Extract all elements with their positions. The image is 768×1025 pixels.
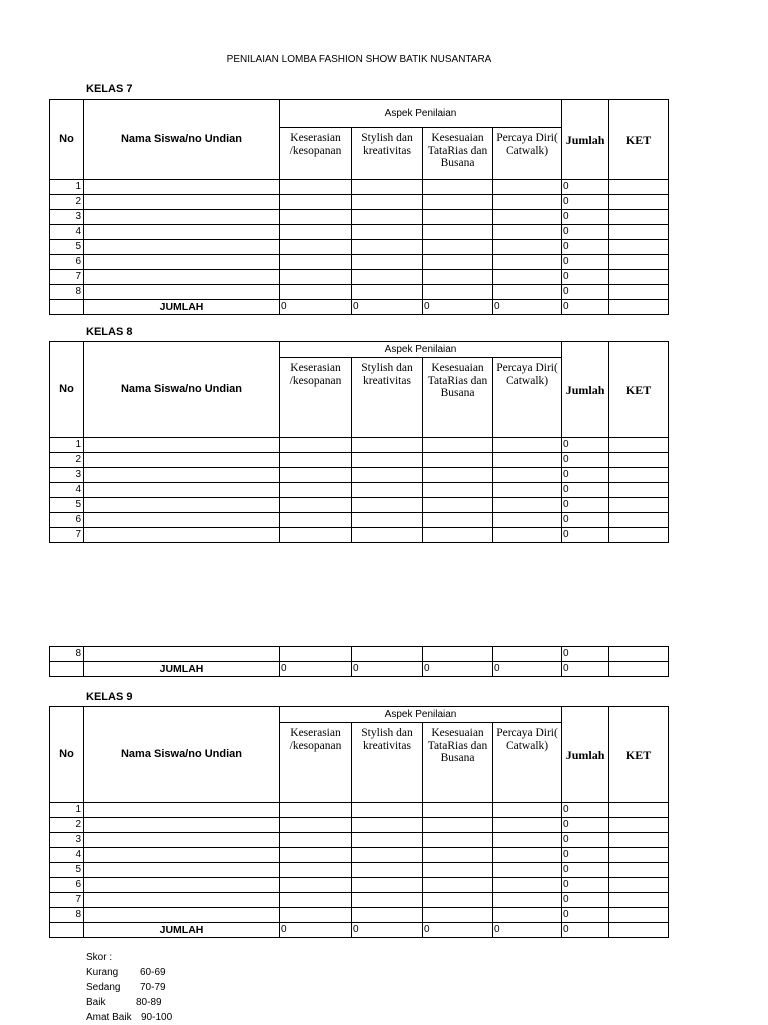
score-name: Kurang (86, 967, 119, 978)
row-number: 2 (50, 453, 84, 468)
ket-cell[interactable] (609, 255, 669, 270)
row-number: 6 (50, 878, 84, 893)
score-cell[interactable] (352, 878, 423, 893)
name-cell[interactable] (84, 848, 280, 863)
score-cell[interactable] (352, 483, 423, 498)
ket-cell[interactable] (609, 848, 669, 863)
row-number: 2 (50, 818, 84, 833)
score-cell[interactable] (280, 285, 352, 300)
kelas-9-label: KELAS 9 (86, 691, 133, 703)
ket-cell[interactable] (609, 803, 669, 818)
score-cell[interactable] (280, 483, 352, 498)
score-cell[interactable] (352, 468, 423, 483)
jumlah-total: 0 (352, 662, 423, 677)
ket-cell[interactable] (609, 195, 669, 210)
row-number: 4 (50, 225, 84, 240)
ket-cell[interactable] (609, 647, 669, 662)
score-cell[interactable] (423, 255, 493, 270)
no-header: No (50, 342, 84, 438)
score-cell[interactable] (280, 513, 352, 528)
score-cell[interactable] (280, 818, 352, 833)
criteria-header-2: Stylish dan kreativitas (352, 723, 423, 803)
score-cell[interactable] (352, 180, 423, 195)
score-cell[interactable] (280, 528, 352, 543)
score-cell[interactable] (493, 438, 562, 453)
criteria-header-1: Keserasian /kesopanan (280, 128, 352, 180)
no-header: No (50, 100, 84, 180)
table-row (50, 468, 669, 483)
aspek-header: Aspek Penilaian (280, 342, 562, 358)
score-cell[interactable] (352, 270, 423, 285)
criteria-header-2: Stylish dan kreativitas (352, 358, 423, 438)
name-cell[interactable] (84, 285, 280, 300)
row-total: 0 (562, 908, 609, 923)
score-cell[interactable] (280, 863, 352, 878)
score-cell[interactable] (280, 195, 352, 210)
criteria-header-4: Percaya Diri( Catwalk) (493, 723, 562, 803)
name-cell[interactable] (84, 818, 280, 833)
table-row (50, 893, 669, 908)
score-cell[interactable] (493, 285, 562, 300)
score-range: 80-89 (136, 997, 162, 1008)
name-cell[interactable] (84, 878, 280, 893)
name-cell[interactable] (84, 528, 280, 543)
score-cell[interactable] (352, 908, 423, 923)
row-total: 0 (562, 210, 609, 225)
score-cell[interactable] (423, 483, 493, 498)
row-total: 0 (562, 180, 609, 195)
score-cell[interactable] (280, 848, 352, 863)
jumlah-total: 0 (423, 300, 493, 315)
criteria-header-3: Kesesuaian TataRias dan Busana (423, 358, 493, 438)
score-cell[interactable] (493, 513, 562, 528)
score-cell[interactable] (493, 863, 562, 878)
ket-cell[interactable] (609, 285, 669, 300)
score-cell[interactable] (423, 818, 493, 833)
score-cell[interactable] (280, 270, 352, 285)
row-number: 5 (50, 498, 84, 513)
row-total: 0 (562, 818, 609, 833)
nama-header: Nama Siswa/no Undian (84, 342, 280, 438)
kelas-7-label: KELAS 7 (86, 83, 133, 95)
name-cell[interactable] (84, 647, 280, 662)
name-cell[interactable] (84, 893, 280, 908)
score-cell[interactable] (352, 848, 423, 863)
jumlah-row (50, 923, 669, 938)
score-cell[interactable] (352, 863, 423, 878)
score-cell[interactable] (280, 833, 352, 848)
name-cell[interactable] (84, 513, 280, 528)
score-cell[interactable] (423, 908, 493, 923)
jumlah-empty-cell (50, 300, 84, 315)
ket-cell[interactable] (609, 483, 669, 498)
ket-cell[interactable] (609, 210, 669, 225)
score-legend (86, 950, 172, 1025)
score-cell[interactable] (493, 647, 562, 662)
score-cell[interactable] (280, 438, 352, 453)
row-number: 5 (50, 240, 84, 255)
row-total: 0 (562, 513, 609, 528)
jumlah-total: 0 (493, 662, 562, 677)
name-cell[interactable] (84, 468, 280, 483)
row-total: 0 (562, 803, 609, 818)
score-cell[interactable] (352, 240, 423, 255)
row-total: 0 (562, 255, 609, 270)
row-number: 3 (50, 833, 84, 848)
name-cell[interactable] (84, 453, 280, 468)
score-cell[interactable] (423, 893, 493, 908)
name-cell[interactable] (84, 180, 280, 195)
row-number: 4 (50, 483, 84, 498)
name-cell[interactable] (84, 483, 280, 498)
ket-cell[interactable] (609, 240, 669, 255)
ket-cell[interactable] (609, 468, 669, 483)
row-total: 0 (562, 893, 609, 908)
aspek-header: Aspek Penilaian (280, 707, 562, 723)
score-cell[interactable] (493, 848, 562, 863)
score-cell[interactable] (352, 647, 423, 662)
jumlah-label: JUMLAH (84, 662, 280, 677)
score-cell[interactable] (493, 818, 562, 833)
row-number: 7 (50, 893, 84, 908)
score-cell[interactable] (493, 528, 562, 543)
score-cell[interactable] (493, 453, 562, 468)
score-name: Baik (86, 997, 106, 1008)
table-row (50, 285, 669, 300)
score-cell[interactable] (493, 255, 562, 270)
jumlah-header: Jumlah (562, 100, 609, 180)
jumlah-row (50, 300, 669, 315)
table-row (50, 210, 669, 225)
score-cell[interactable] (280, 210, 352, 225)
no-header: No (50, 707, 84, 803)
score-cell[interactable] (280, 878, 352, 893)
table-row (50, 803, 669, 818)
score-cell[interactable] (352, 453, 423, 468)
score-cell[interactable] (423, 498, 493, 513)
row-total: 0 (562, 647, 609, 662)
score-cell[interactable] (352, 225, 423, 240)
aspek-header: Aspek Penilaian (280, 100, 562, 128)
jumlah-total: 0 (562, 923, 609, 938)
score-sedang (86, 980, 172, 995)
jumlah-header: Jumlah (562, 342, 609, 438)
page-title: PENILAIAN LOMBA FASHION SHOW BATIK NUSANTARA (226, 54, 492, 65)
row-number: 4 (50, 848, 84, 863)
table-row (50, 255, 669, 270)
score-cell[interactable] (423, 285, 493, 300)
table-row (50, 833, 669, 848)
jumlah-total: 0 (280, 300, 352, 315)
ket-header: KET (609, 342, 669, 438)
score-cell[interactable] (423, 180, 493, 195)
table-row (50, 878, 669, 893)
jumlah-total: 0 (562, 662, 609, 677)
jumlah-label: JUMLAH (84, 923, 280, 938)
ket-cell[interactable] (609, 453, 669, 468)
score-cell[interactable] (423, 195, 493, 210)
row-number: 6 (50, 513, 84, 528)
ket-cell[interactable] (609, 270, 669, 285)
table-row (50, 818, 669, 833)
score-cell[interactable] (280, 893, 352, 908)
row-number: 2 (50, 195, 84, 210)
score-cell[interactable] (493, 240, 562, 255)
jumlah-empty-cell (50, 662, 84, 677)
score-legend-label: Skor : (86, 952, 113, 963)
score-cell[interactable] (352, 893, 423, 908)
jumlah-total: 0 (352, 923, 423, 938)
nama-header: Nama Siswa/no Undian (84, 100, 280, 180)
score-cell[interactable] (352, 528, 423, 543)
name-cell[interactable] (84, 908, 280, 923)
score-cell[interactable] (352, 210, 423, 225)
row-total: 0 (562, 453, 609, 468)
score-amat-baik (86, 1010, 172, 1025)
criteria-header-1: Keserasian /kesopanan (280, 723, 352, 803)
ket-cell[interactable] (609, 438, 669, 453)
table-row (50, 270, 669, 285)
ket-header: KET (609, 707, 669, 803)
jumlah-ket-cell (609, 923, 669, 938)
jumlah-total: 0 (280, 923, 352, 938)
table-row (50, 438, 669, 453)
ket-cell[interactable] (609, 818, 669, 833)
score-cell[interactable] (423, 513, 493, 528)
score-cell[interactable] (493, 908, 562, 923)
name-cell[interactable] (84, 833, 280, 848)
row-total: 0 (562, 498, 609, 513)
name-cell[interactable] (84, 863, 280, 878)
criteria-header-4: Percaya Diri( Catwalk) (493, 128, 562, 180)
score-cell[interactable] (423, 878, 493, 893)
jumlah-empty-cell (50, 923, 84, 938)
criteria-header-2: Stylish dan kreativitas (352, 128, 423, 180)
score-cell[interactable] (493, 270, 562, 285)
score-cell[interactable] (280, 240, 352, 255)
row-total: 0 (562, 225, 609, 240)
row-total: 0 (562, 468, 609, 483)
score-cell[interactable] (280, 225, 352, 240)
score-cell[interactable] (493, 483, 562, 498)
score-cell[interactable] (493, 180, 562, 195)
score-cell[interactable] (280, 453, 352, 468)
score-cell[interactable] (423, 270, 493, 285)
row-number: 3 (50, 210, 84, 225)
score-cell[interactable] (280, 908, 352, 923)
table-row (50, 240, 669, 255)
row-total: 0 (562, 878, 609, 893)
score-cell[interactable] (352, 438, 423, 453)
score-cell[interactable] (280, 255, 352, 270)
jumlah-total: 0 (280, 662, 352, 677)
ket-cell[interactable] (609, 225, 669, 240)
ket-cell[interactable] (609, 513, 669, 528)
table-row (50, 195, 669, 210)
ket-cell[interactable] (609, 863, 669, 878)
table-row (50, 453, 669, 468)
score-cell[interactable] (423, 647, 493, 662)
table-row (50, 225, 669, 240)
table-row (50, 908, 669, 923)
score-cell[interactable] (493, 893, 562, 908)
score-cell[interactable] (352, 513, 423, 528)
row-total: 0 (562, 195, 609, 210)
criteria-header-1: Keserasian /kesopanan (280, 358, 352, 438)
jumlah-total: 0 (352, 300, 423, 315)
ket-header: KET (609, 100, 669, 180)
ket-cell[interactable] (609, 180, 669, 195)
jumlah-total: 0 (562, 300, 609, 315)
score-cell[interactable] (280, 180, 352, 195)
score-cell[interactable] (352, 818, 423, 833)
score-cell[interactable] (423, 803, 493, 818)
jumlah-total: 0 (493, 300, 562, 315)
row-total: 0 (562, 833, 609, 848)
score-cell[interactable] (493, 225, 562, 240)
table-row (50, 848, 669, 863)
score-cell[interactable] (423, 210, 493, 225)
jumlah-total: 0 (493, 923, 562, 938)
score-cell[interactable] (423, 240, 493, 255)
score-cell[interactable] (493, 833, 562, 848)
score-cell[interactable] (423, 863, 493, 878)
score-range: 90-100 (141, 1012, 173, 1023)
score-cell[interactable] (352, 833, 423, 848)
criteria-header-3: Kesesuaian TataRias dan Busana (423, 128, 493, 180)
score-cell[interactable] (493, 878, 562, 893)
ket-cell[interactable] (609, 498, 669, 513)
name-cell[interactable] (84, 498, 280, 513)
score-range: 70-79 (140, 982, 166, 993)
score-cell[interactable] (423, 468, 493, 483)
table-row (50, 180, 669, 195)
score-range: 60-69 (140, 967, 166, 978)
ket-cell[interactable] (609, 528, 669, 543)
jumlah-ket-cell (609, 300, 669, 315)
score-cell[interactable] (352, 255, 423, 270)
score-cell[interactable] (280, 803, 352, 818)
row-number: 7 (50, 528, 84, 543)
row-total: 0 (562, 848, 609, 863)
score-cell[interactable] (352, 285, 423, 300)
score-cell[interactable] (493, 498, 562, 513)
score-cell[interactable] (493, 210, 562, 225)
jumlah-header: Jumlah (562, 707, 609, 803)
score-cell[interactable] (423, 225, 493, 240)
score-cell[interactable] (352, 195, 423, 210)
row-number: 1 (50, 803, 84, 818)
score-cell[interactable] (423, 848, 493, 863)
jumlah-total: 0 (423, 923, 493, 938)
score-cell[interactable] (493, 468, 562, 483)
table-row (50, 863, 669, 878)
score-cell[interactable] (493, 195, 562, 210)
score-cell[interactable] (280, 647, 352, 662)
row-number: 3 (50, 468, 84, 483)
ket-cell[interactable] (609, 878, 669, 893)
row-number: 8 (50, 285, 84, 300)
row-total: 0 (562, 438, 609, 453)
name-cell[interactable] (84, 803, 280, 818)
table-row (50, 647, 669, 662)
table-row (50, 513, 669, 528)
name-cell[interactable] (84, 225, 280, 240)
row-number: 8 (50, 647, 84, 662)
table-row (50, 483, 669, 498)
score-cell[interactable] (280, 498, 352, 513)
row-number: 7 (50, 270, 84, 285)
score-cell[interactable] (352, 803, 423, 818)
row-total: 0 (562, 528, 609, 543)
ket-cell[interactable] (609, 893, 669, 908)
row-number: 5 (50, 863, 84, 878)
score-kurang (86, 965, 172, 980)
score-name: Amat Baik (86, 1012, 132, 1023)
row-total: 0 (562, 240, 609, 255)
table-row (50, 528, 669, 543)
name-cell[interactable] (84, 210, 280, 225)
score-cell[interactable] (423, 528, 493, 543)
score-baik (86, 995, 172, 1010)
row-number: 1 (50, 180, 84, 195)
kelas-8-label: KELAS 8 (86, 326, 133, 338)
ket-cell[interactable] (609, 908, 669, 923)
score-cell[interactable] (352, 498, 423, 513)
jumlah-total: 0 (423, 662, 493, 677)
name-cell[interactable] (84, 195, 280, 210)
jumlah-row (50, 662, 669, 677)
score-cell[interactable] (280, 468, 352, 483)
score-cell[interactable] (423, 438, 493, 453)
row-total: 0 (562, 270, 609, 285)
row-total: 0 (562, 863, 609, 878)
table-row (50, 498, 669, 513)
row-total: 0 (562, 285, 609, 300)
row-number: 6 (50, 255, 84, 270)
name-cell[interactable] (84, 240, 280, 255)
row-total: 0 (562, 483, 609, 498)
name-cell[interactable] (84, 438, 280, 453)
score-cell[interactable] (423, 453, 493, 468)
row-number: 8 (50, 908, 84, 923)
ket-cell[interactable] (609, 833, 669, 848)
criteria-header-3: Kesesuaian TataRias dan Busana (423, 723, 493, 803)
row-number: 1 (50, 438, 84, 453)
nama-header: Nama Siswa/no Undian (84, 707, 280, 803)
score-cell[interactable] (493, 803, 562, 818)
name-cell[interactable] (84, 255, 280, 270)
name-cell[interactable] (84, 270, 280, 285)
jumlah-label: JUMLAH (84, 300, 280, 315)
score-cell[interactable] (423, 833, 493, 848)
criteria-header-4: Percaya Diri( Catwalk) (493, 358, 562, 438)
jumlah-ket-cell (609, 662, 669, 677)
score-name: Sedang (86, 982, 121, 993)
